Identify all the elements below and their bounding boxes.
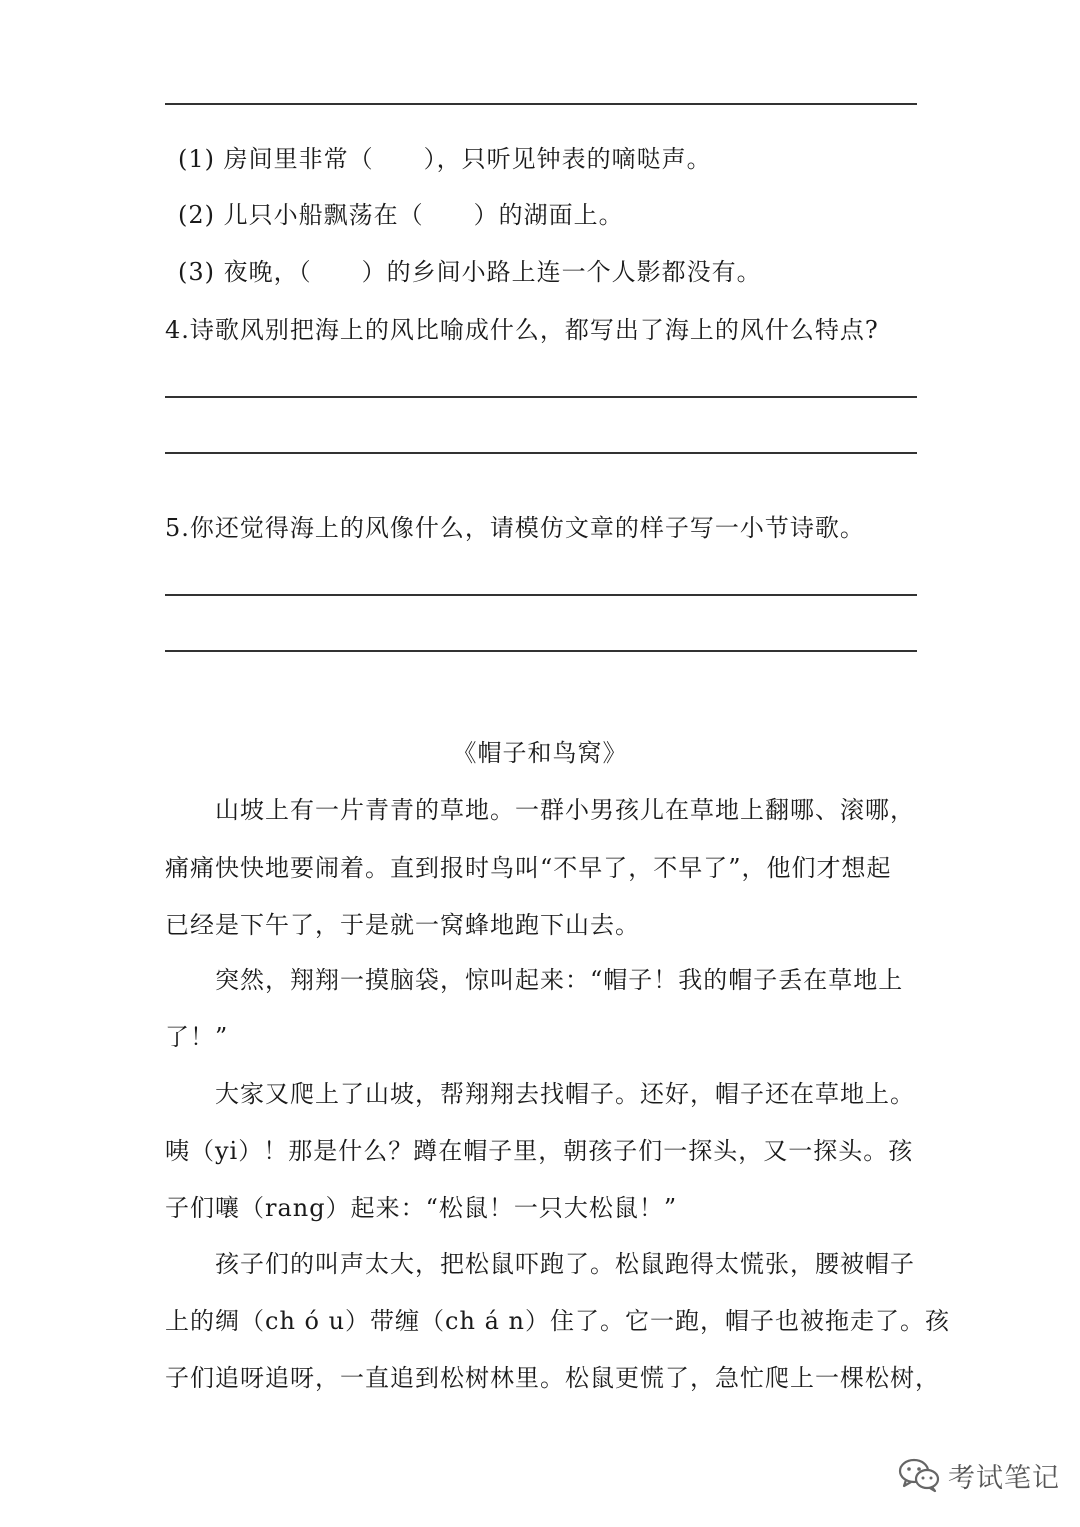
story-line: 上的绸（ch ó u）带缠（ch á n）住了。它一跑，帽子也被拖走了。孩 <box>165 1307 950 1335</box>
story-line: 突然，翔翔一摸脑袋，惊叫起来：“帽子！我的帽子丢在草地上 <box>215 966 904 994</box>
answer-line <box>165 396 917 398</box>
story-line: 了！” <box>165 1023 229 1051</box>
story-title: 《帽子和鸟窝》 <box>452 739 628 767</box>
story-line: 子们嚷（rang）起来：“松鼠！一只大松鼠！” <box>165 1194 678 1222</box>
watermark-text: 考试笔记 <box>948 1462 1060 1494</box>
story-line: 子们追呀追呀，一直追到松树林里。松鼠更慌了，急忙爬上一棵松树， <box>165 1364 940 1392</box>
story-line: 咦（yi）！那是什么？蹲在帽子里，朝孩子们一探头，又一探头。孩 <box>165 1137 914 1165</box>
q3-item-3: (3) 夜晚，（ ）的乡间小路上连一个人影都没有。 <box>178 258 762 286</box>
story-line: 孩子们的叫声太大，把松鼠吓跑了。松鼠跑得太慌张，腰被帽子 <box>215 1250 915 1278</box>
story-line: 已经是下午了，于是就一窝蜂地跑下山去。 <box>165 911 640 939</box>
question-4: 4.诗歌风别把海上的风比喻成什么，都写出了海上的风什么特点? <box>165 316 879 344</box>
answer-line <box>165 103 917 105</box>
story-line: 山坡上有一片青青的草地。一群小男孩儿在草地上翻哪、滚哪， <box>215 796 915 824</box>
answer-line <box>165 594 917 596</box>
wechat-icon <box>898 1457 940 1493</box>
answer-line <box>165 452 917 454</box>
story-line: 大家又爬上了山坡，帮翔翔去找帽子。还好，帽子还在草地上。 <box>215 1080 915 1108</box>
watermark <box>898 1455 1060 1495</box>
q3-item-1: (1) 房间里非常（ ），只听见钟表的嘀哒声。 <box>178 145 712 173</box>
q3-item-2: (2) 儿只小船飘荡在（ ）的湖面上。 <box>178 201 624 229</box>
question-5: 5.你还觉得海上的风像什么，请模仿文章的样子写一小节诗歌。 <box>165 514 865 542</box>
story-line: 痛痛快快地要闹着。直到报时鸟叫“不早了，不早了”，他们才想起 <box>165 854 892 882</box>
answer-line <box>165 650 917 652</box>
